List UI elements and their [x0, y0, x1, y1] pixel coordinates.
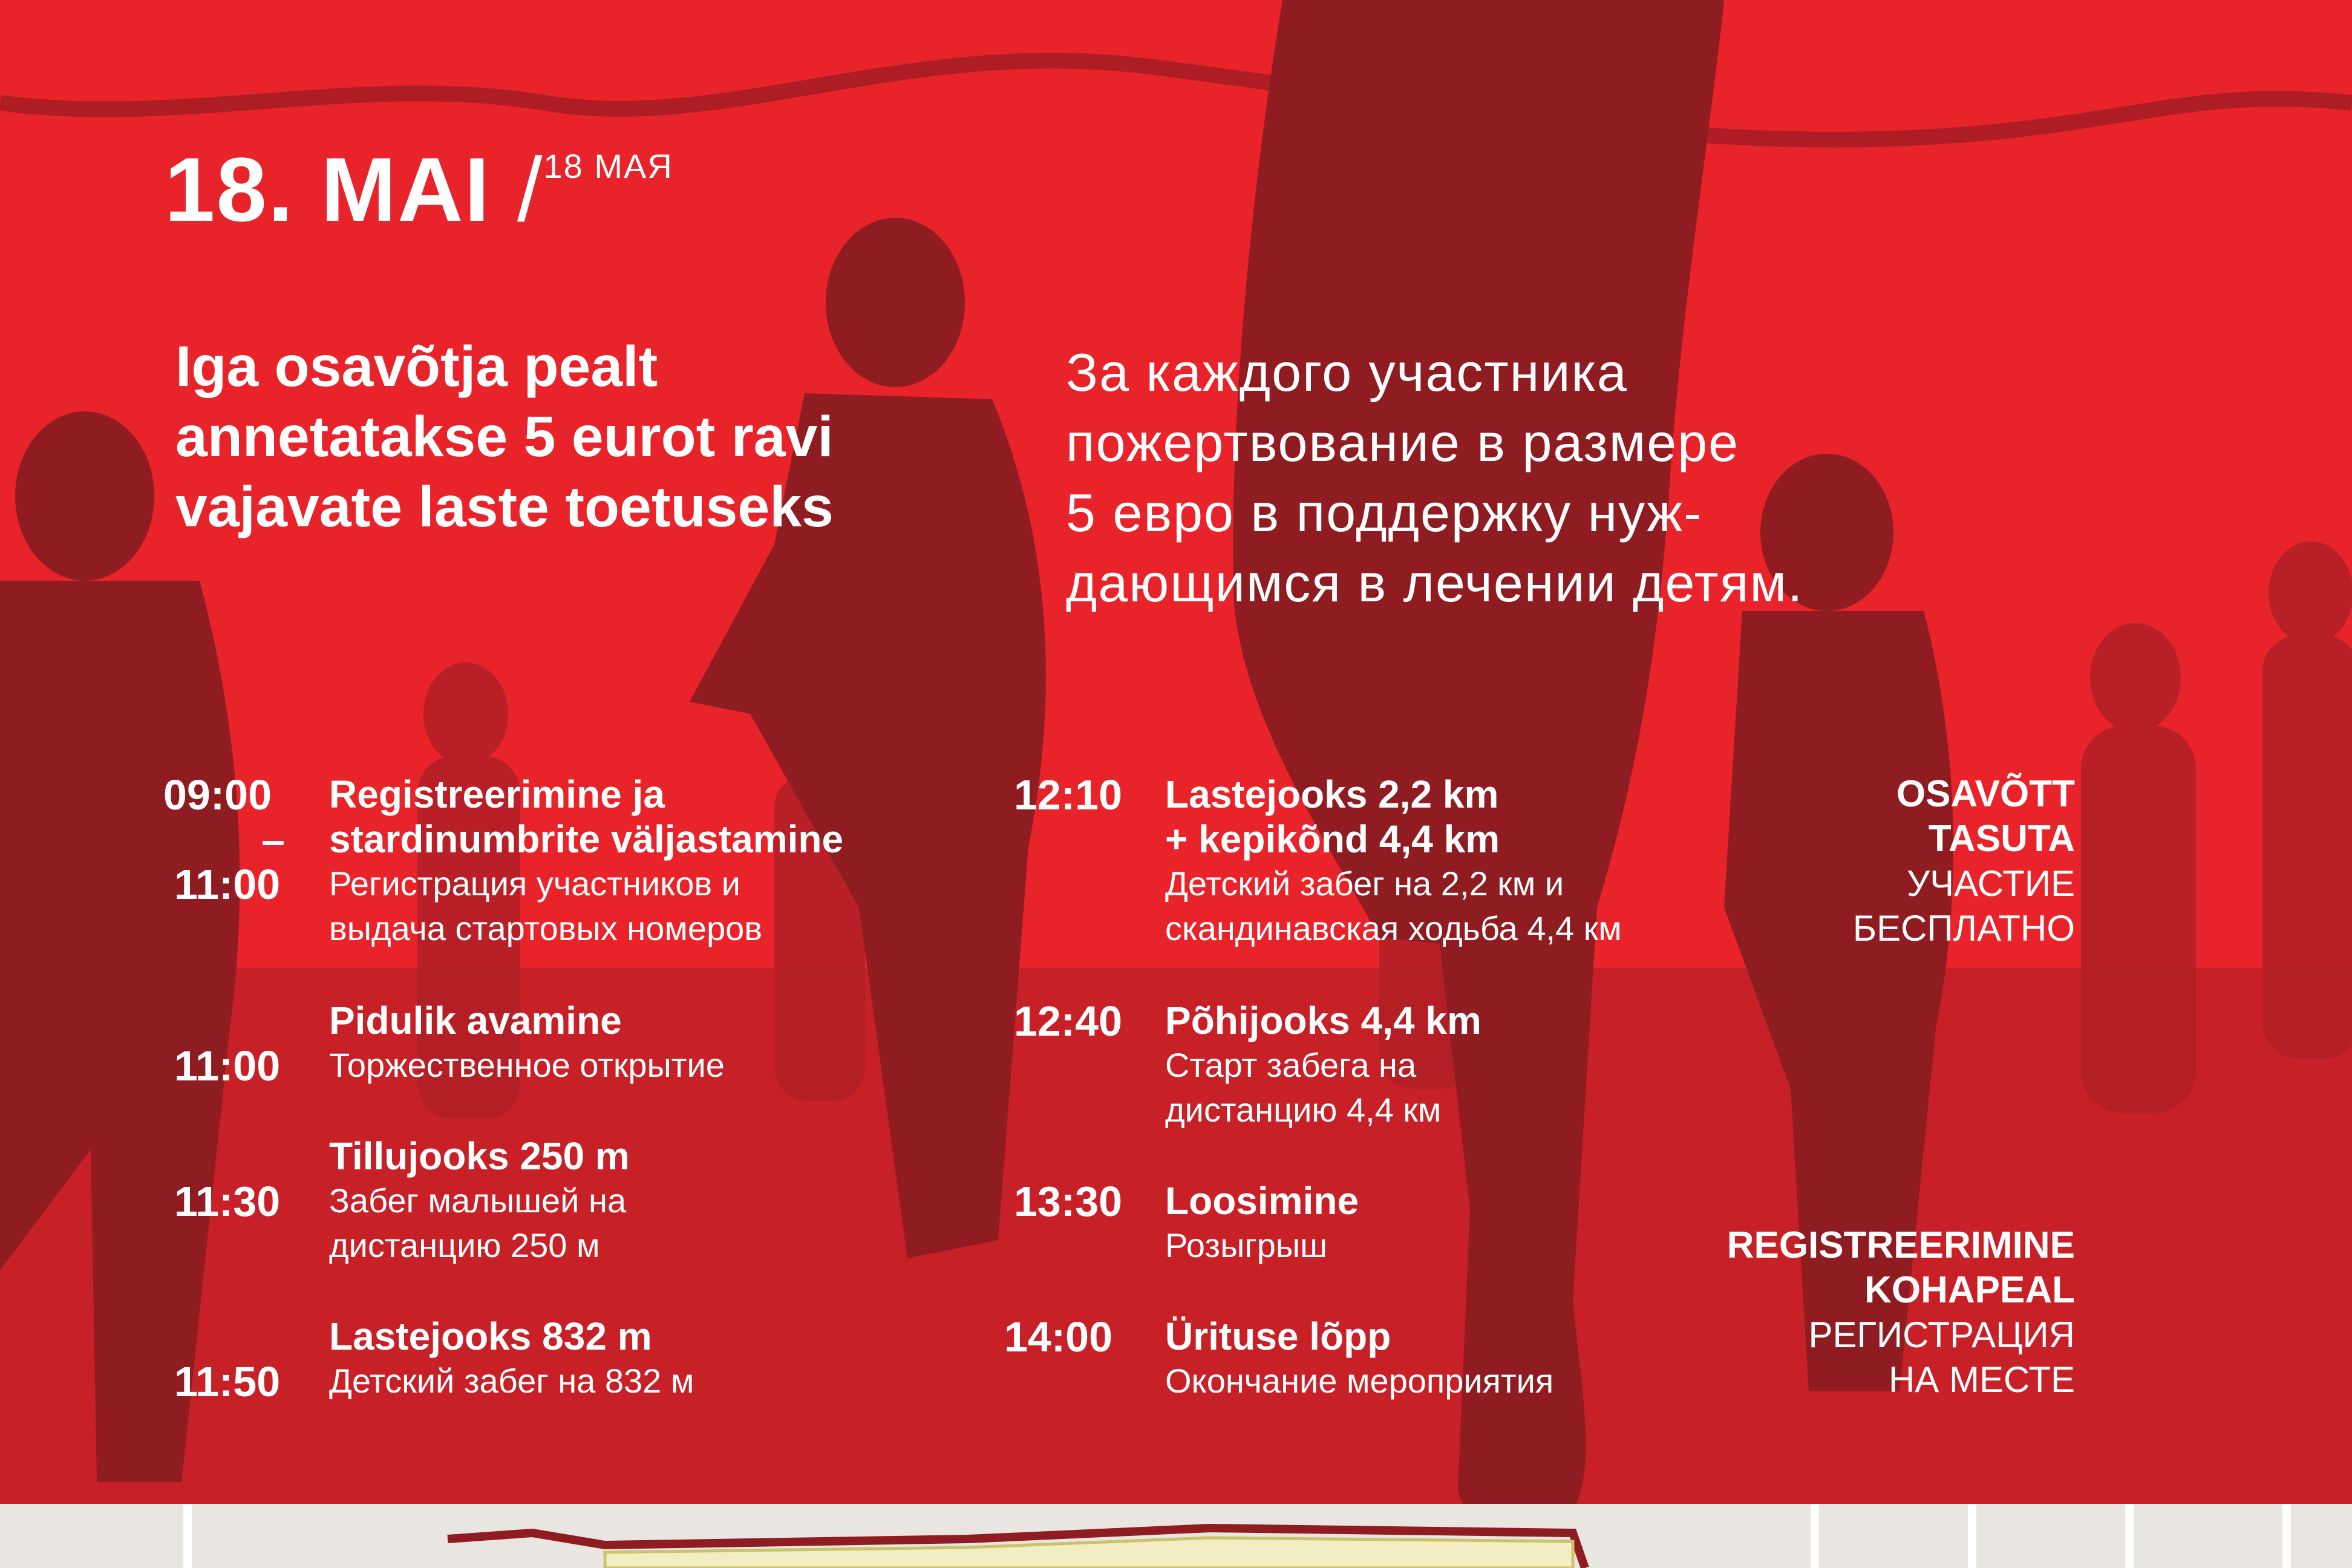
- onsite-registration-note: [1530, 1223, 2075, 1402]
- date-russian: 18 МАЯ: [543, 147, 673, 185]
- event-title-et: Loosimine: [1165, 1179, 1359, 1223]
- intro-estonian: [175, 332, 974, 542]
- intro-russian: [1066, 338, 1973, 618]
- time-end: 11:00: [174, 861, 281, 908]
- date-separator: /: [517, 139, 544, 240]
- free-participation-note: [1530, 772, 2075, 951]
- note-et-line: REGISTREERIMINE: [1726, 1224, 2075, 1266]
- event-time: 12:10: [1014, 771, 1123, 818]
- event-time: 12:40: [1014, 998, 1123, 1045]
- event-title-et: Tillujooks 250 m: [329, 1134, 630, 1178]
- event-time: 14:00: [1004, 1313, 1113, 1361]
- note-ru-line: НА МЕСТЕ: [1888, 1359, 2075, 1400]
- event-title-ru: Старт забега на: [1165, 1046, 1417, 1084]
- route-map-drawing: [0, 1504, 2352, 1568]
- intro-et-line: vajavate laste toetuseks: [175, 475, 834, 539]
- event-title-et: + kepikõnd 4,4 km: [1165, 817, 1500, 861]
- time-dash: –: [261, 816, 285, 863]
- event-title-et: Registreerimine ja: [329, 773, 665, 816]
- event-title-ru: дистанцию 4,4 км: [1165, 1091, 1442, 1129]
- date-estonian: 18. MAI: [165, 139, 491, 240]
- note-ru-line: БЕСПЛАТНО: [1852, 908, 2075, 949]
- route-map: [0, 1504, 2352, 1568]
- event-title-ru: Регистрация участников и: [329, 864, 740, 903]
- event-title-et: Põhijooks 4,4 km: [1165, 999, 1481, 1042]
- event-title-ru: Торжественное открытие: [329, 1046, 725, 1084]
- intro-ru-line: 5 евро в поддержку нуж-: [1066, 483, 1703, 543]
- event-title-et: Pidulik avamine: [329, 999, 622, 1042]
- event-title-ru: выдача стартовых номеров: [329, 909, 763, 947]
- event-title-ru: Забег малышей на: [329, 1181, 627, 1220]
- note-ru-line: РЕГИСТРАЦИЯ: [1808, 1315, 2075, 1355]
- event-title-ru: Розыгрыш: [1165, 1226, 1328, 1264]
- intro-ru-line: пожертвование в размере: [1066, 413, 1740, 472]
- event-title-et: Ürituse lõpp: [1165, 1315, 1391, 1358]
- note-ru-line: УЧАСТИЕ: [1907, 863, 2075, 904]
- event-time: 11:00: [174, 1042, 281, 1089]
- event-title-et: Lastejooks 2,2 km: [1165, 773, 1499, 816]
- event-time: 11:50: [174, 1358, 281, 1405]
- event-time: 11:30: [174, 1178, 281, 1225]
- event-title-ru: скандинавская ходьба 4,4 км: [1165, 909, 1622, 947]
- intro-ru-line: За каждого участника: [1066, 342, 1628, 402]
- event-title-ru: дистанцию 250 м: [329, 1226, 600, 1264]
- event-title-et: stardinumbrite väljastamine: [329, 817, 844, 861]
- note-et-line: KOHAPEAL: [1864, 1269, 2075, 1311]
- event-title-et: Lastejooks 832 m: [329, 1315, 652, 1358]
- event-date: [165, 139, 673, 240]
- event-title-ru: Детский забег на 832 м: [329, 1362, 694, 1400]
- intro-et-line: Iga osavõtja pealt: [175, 335, 658, 399]
- time-start: 09:00: [163, 771, 272, 818]
- event-time: 13:30: [1014, 1178, 1123, 1225]
- note-et-line: OSAVÕTT: [1896, 773, 2075, 815]
- event-title-ru: Детский забег на 2,2 км и: [1165, 864, 1564, 903]
- note-et-line: TASUTA: [1928, 818, 2075, 860]
- intro-ru-line: дающимся в лечении детям.: [1066, 553, 1804, 613]
- intro-et-line: annetatakse 5 eurot ravi: [175, 405, 834, 469]
- event-title-ru: Окончание мероприятия: [1165, 1362, 1554, 1400]
